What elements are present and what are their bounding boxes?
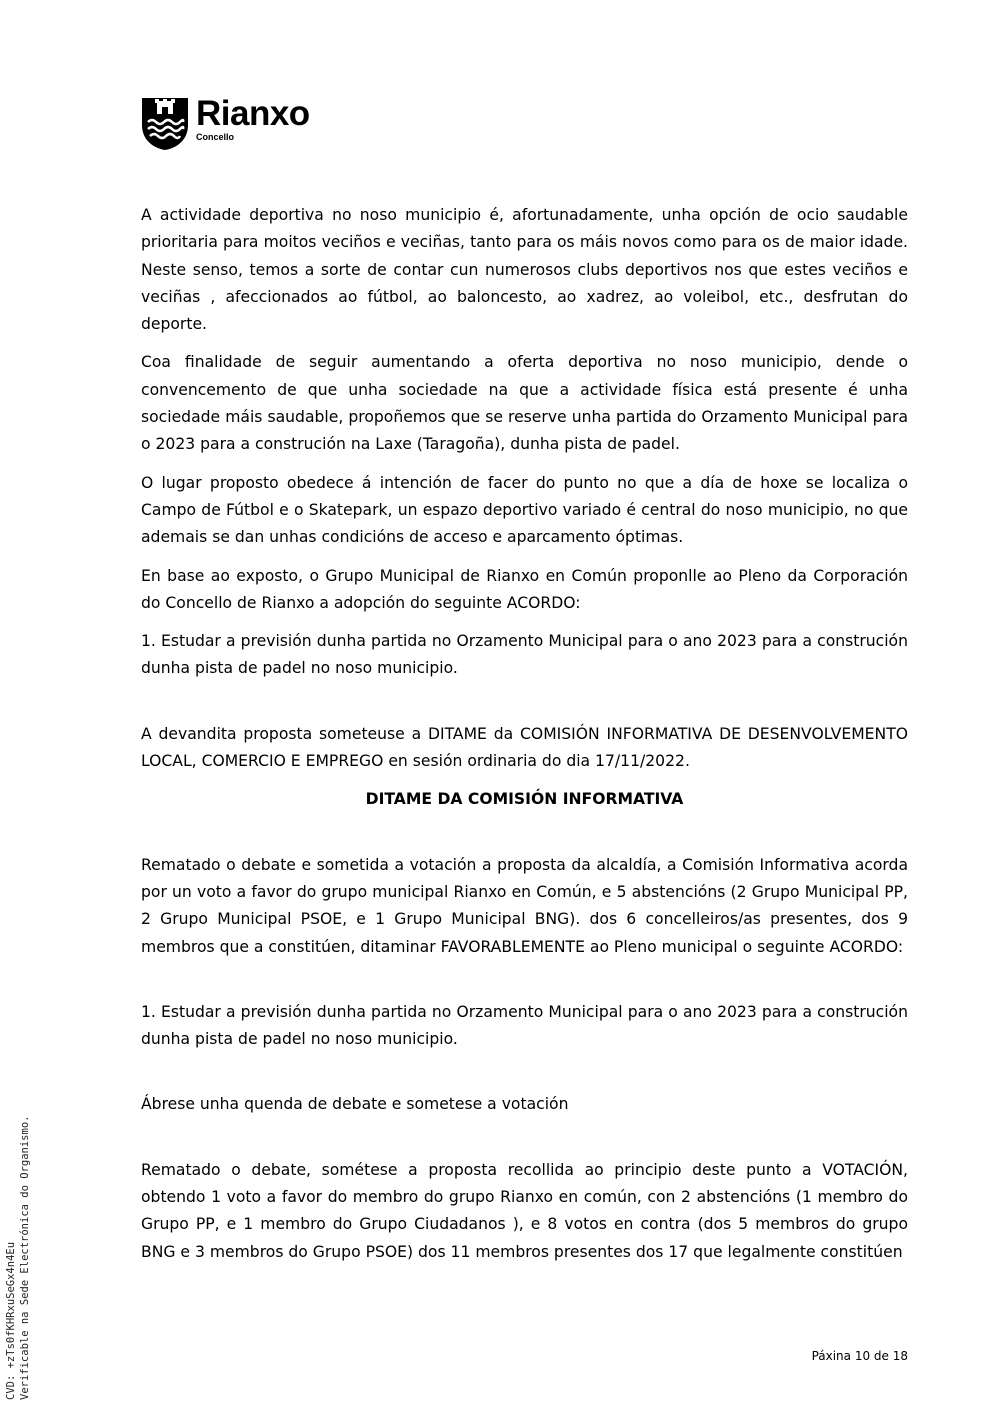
paragraph-location: O lugar proposto obedece á intención de facer do punto no que a día de hoxe se localiza o Campo de Fútbol e o Skatepark, un espazo deportivo variado é central do noso municipio, no que ademais se dan unhas condicións de acceso e aparcamento óptimas. bbox=[141, 473, 908, 547]
paragraph-vote-result: Rematado o debate, sométese a proposta recollida ao principio deste punto a VOTACIÓN, obtendo 1 voto a favor do membro do grupo Rianxo en común, con 2 abstencións (1 membro do Grupo PP, e 1 membro do Grupo Ciudadanos ), e 8 votos en contra (dos 5 membros do grupo BNG e 3 membros do Grupo PSOE) dos 11 membros presentes dos 17 que legalmente constitúen bbox=[141, 1160, 908, 1261]
page-number: Páxina 10 de 18 bbox=[811, 1349, 908, 1363]
paragraph-agreement-2: 1. Estudar a previsión dunha partida no Orzamento Municipal para o ano 2023 para a construción dunha pista de padel no noso municipio. bbox=[141, 1002, 908, 1049]
paragraph-intro: A actividade deportiva no noso municipio é, afortunadamente, unha opción de ocio saudable prioritaria para moitos veciños e veciñas, tanto para os máis novos como para os de maior idade. Neste senso, temos a sorte de contar cun numerosos clubs deportivos nos que estes veciños e veciñas , afeccionados ao fútbol, ao baloncesto, ao xadrez, ao voleibol, etc., desfrutan do deporte. bbox=[141, 206, 908, 334]
paragraph-debate: Ábrese unha quenda de debate e sometese a votación bbox=[141, 1095, 569, 1114]
logo-subtitle: Concello bbox=[196, 132, 235, 142]
verification-code: CVD: +zTs0fKHRxuSeGx4n4Eu bbox=[5, 1241, 17, 1400]
verification-note: Verificable na Sede Electrónica do Organismo. bbox=[19, 1115, 31, 1400]
paragraph-purpose: Coa finalidade de seguir aumentando a oferta deportiva no noso municipio, dende o convencemento de que unha sociedade na que a actividade física está presente é unha sociedade máis saudable, propoñemos que se reserve unha partida do Orzamento Municipal para o 2023 para a construción na Laxe (Taragoña), dunha pista de padel. bbox=[141, 353, 908, 454]
rianxo-logo bbox=[141, 95, 351, 153]
paragraph-proposal: En base ao exposto, o Grupo Municipal de Rianxo en Común proponlle ao Pleno da Corporación do Concello de Rianxo a adopción do seguinte ACORDO: bbox=[141, 566, 908, 612]
paragraph-committee-vote: Rematado o debate e sometida a votación a proposta da alcaldía, a Comisión Informativa acorda por un voto a favor do grupo municipal Rianxo en Común, e 5 abstencións (2 Grupo Municipal PP, 2 Grupo Municipal PSOE, e 1 Grupo Municipal BNG). dos 6 concelleiros/as presentes, dos 9 membros que a constitúen, ditaminar FAVORABLEMENTE ao Pleno municipal o seguinte ACORDO: bbox=[141, 855, 908, 956]
paragraph-agreement-1: 1. Estudar a previsión dunha partida no Orzamento Municipal para o ano 2023 para a construción dunha pista de padel no noso municipio. bbox=[141, 632, 908, 678]
coat-of-arms-icon bbox=[141, 95, 189, 151]
document-body bbox=[141, 202, 908, 1266]
section-title: DITAME DA COMISIÓN INFORMATIVA bbox=[365, 790, 684, 809]
logo-wordmark: Rianxo bbox=[196, 94, 310, 133]
paragraph-committee: A devandita proposta someteuse a DITAME da COMISIÓN INFORMATIVA DE DESENVOLVEMENTO LOCAL, COMERCIO E EMPREGO en sesión ordinaria do dia 17/11/2022. bbox=[141, 724, 908, 771]
verification-stamp bbox=[4, 1116, 32, 1400]
